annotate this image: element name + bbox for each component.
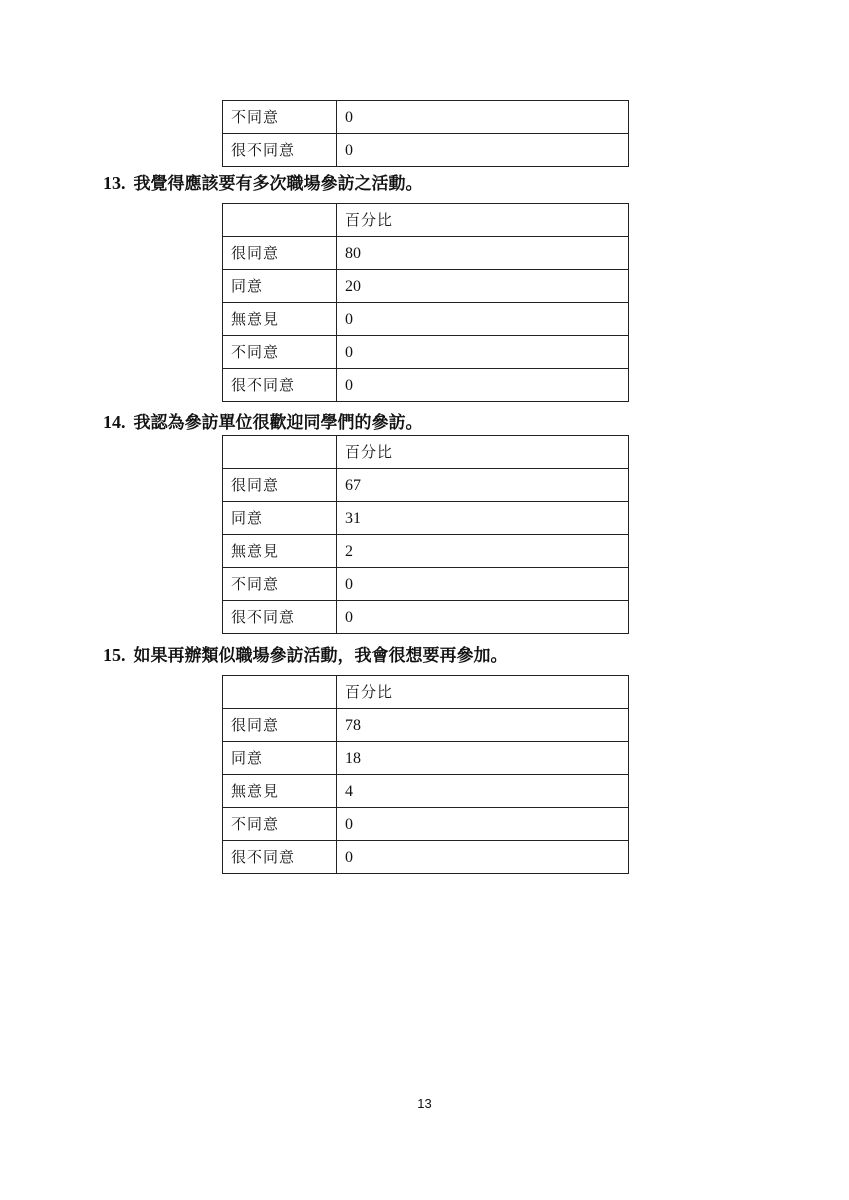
table-header-row	[223, 676, 629, 709]
row-value: 0	[337, 134, 629, 167]
table-row	[223, 502, 629, 535]
question-number: 15.	[103, 645, 126, 665]
row-label: 很同意	[223, 469, 337, 502]
header-empty-cell	[223, 676, 337, 709]
table-row	[223, 568, 629, 601]
row-value: 2	[337, 535, 629, 568]
row-value: 0	[337, 303, 629, 336]
question-title: 如果再辦類似職場參訪活動，我會很想要再參加。	[133, 646, 508, 666]
question-title: 我認為參訪單位很歡迎同學們的參訪。	[133, 413, 423, 433]
row-label: 很不同意	[223, 601, 337, 634]
table-row	[223, 134, 629, 167]
header-percentage: 百分比	[337, 436, 629, 469]
row-label: 不同意	[223, 336, 337, 369]
row-label: 無意見	[223, 535, 337, 568]
row-label: 無意見	[223, 775, 337, 808]
row-label: 很不同意	[223, 841, 337, 874]
row-value: 67	[337, 469, 629, 502]
row-value: 18	[337, 742, 629, 775]
question-number: 13.	[103, 173, 126, 193]
table-row	[223, 336, 629, 369]
q15-table	[222, 675, 629, 874]
row-label: 不同意	[223, 808, 337, 841]
table-row	[223, 369, 629, 402]
question-13-heading	[103, 173, 423, 194]
row-value: 0	[337, 568, 629, 601]
row-label: 很不同意	[223, 134, 337, 167]
table-row	[223, 808, 629, 841]
row-value: 4	[337, 775, 629, 808]
row-value: 78	[337, 709, 629, 742]
row-label: 同意	[223, 742, 337, 775]
row-label: 很不同意	[223, 369, 337, 402]
row-value: 0	[337, 369, 629, 402]
page-number: 13	[417, 1096, 432, 1111]
table-row	[223, 101, 629, 134]
row-label: 很同意	[223, 709, 337, 742]
row-value: 0	[337, 101, 629, 134]
table-row	[223, 709, 629, 742]
question-15-heading	[103, 645, 508, 666]
header-percentage: 百分比	[337, 204, 629, 237]
row-value: 0	[337, 601, 629, 634]
question-title: 我覺得應該要有多次職場參訪之活動。	[133, 174, 423, 194]
row-value: 0	[337, 808, 629, 841]
row-label: 不同意	[223, 101, 337, 134]
table-row	[223, 841, 629, 874]
header-empty-cell	[223, 204, 337, 237]
row-label: 不同意	[223, 568, 337, 601]
table-header-row	[223, 204, 629, 237]
table-row	[223, 303, 629, 336]
row-value: 0	[337, 336, 629, 369]
row-value: 0	[337, 841, 629, 874]
question-number: 14.	[103, 412, 126, 432]
header-empty-cell	[223, 436, 337, 469]
question-14-heading	[103, 412, 423, 433]
row-label: 無意見	[223, 303, 337, 336]
q12-table-fragment	[222, 100, 629, 167]
table-header-row	[223, 436, 629, 469]
q13-table	[222, 203, 629, 402]
table-row	[223, 601, 629, 634]
table-row	[223, 469, 629, 502]
row-label: 很同意	[223, 237, 337, 270]
table-row	[223, 742, 629, 775]
q14-table	[222, 435, 629, 634]
table-row	[223, 535, 629, 568]
row-value: 31	[337, 502, 629, 535]
header-percentage: 百分比	[337, 676, 629, 709]
row-label: 同意	[223, 502, 337, 535]
table-row	[223, 270, 629, 303]
row-label: 同意	[223, 270, 337, 303]
row-value: 80	[337, 237, 629, 270]
row-value: 20	[337, 270, 629, 303]
table-row	[223, 775, 629, 808]
table-row	[223, 237, 629, 270]
